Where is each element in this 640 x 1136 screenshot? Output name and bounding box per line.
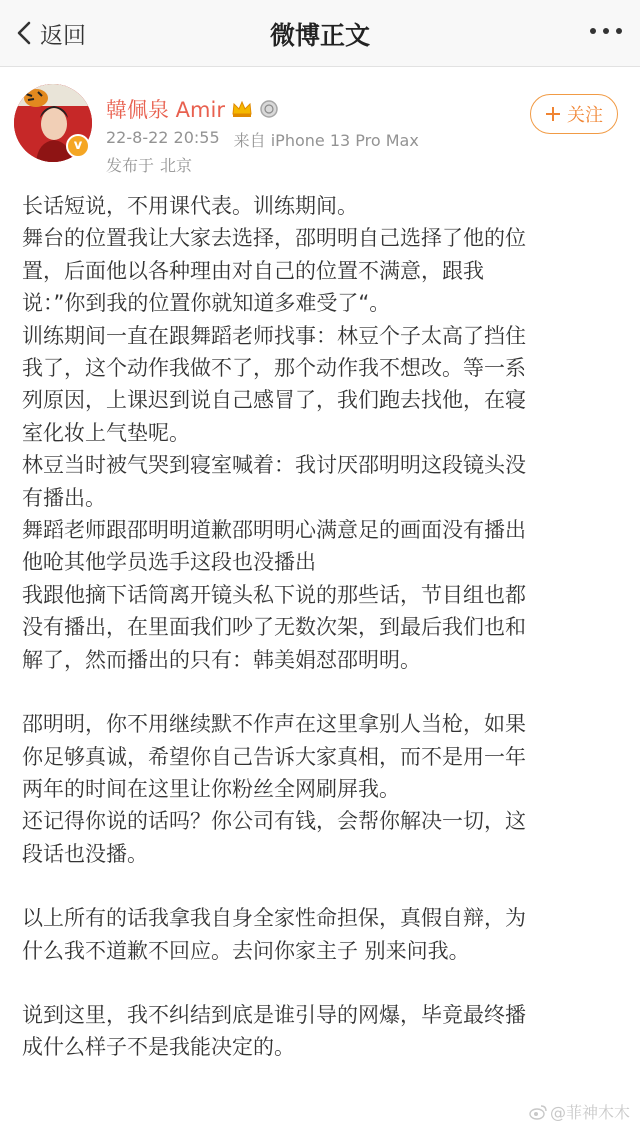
post-line: 我了，这个动作我做不了，那个动作我不想改。等一系 bbox=[22, 356, 526, 381]
crown-icon bbox=[231, 99, 253, 119]
post-line: 你足够真诚，希望你自己告诉大家真相，而不是用一年 bbox=[22, 744, 526, 769]
post-paragraph-1 bbox=[22, 190, 620, 676]
location-prefix: 发布于 bbox=[106, 156, 155, 175]
paragraph-gap bbox=[22, 870, 620, 902]
more-dot bbox=[603, 28, 609, 34]
follow-label: 关注 bbox=[567, 105, 603, 126]
post-line: 成什么样子不是我能决定的。 bbox=[22, 1035, 295, 1060]
post-meta bbox=[106, 128, 419, 151]
top-nav-bar bbox=[0, 0, 640, 67]
post-paragraph-2 bbox=[22, 708, 620, 870]
post-time: 22-8-22 20:55 bbox=[106, 128, 220, 147]
post-line: 列原因，上课迟到说自己感冒了，我们跑去找他，在寝 bbox=[22, 388, 526, 413]
username-text: 韓佩泉 Amir bbox=[106, 98, 225, 122]
paragraph-gap bbox=[22, 676, 620, 708]
more-dot bbox=[616, 28, 622, 34]
more-dots-icon bbox=[590, 28, 596, 34]
location-name: 北京 bbox=[160, 156, 193, 175]
post-paragraph-3 bbox=[22, 902, 620, 967]
post-line: 以上所有的话我拿我自身全家性命担保，真假自辩，为 bbox=[22, 906, 526, 931]
post-line: 没有播出，在里面我们吵了无数次架，到最后我们也和 bbox=[22, 615, 526, 640]
follow-button[interactable] bbox=[530, 94, 618, 134]
plus-icon bbox=[545, 106, 561, 122]
post-line: 他呛其他学员选手这段也没播出 bbox=[22, 550, 316, 575]
post-line: 舞台的位置我让大家去选择，邵明明自己选择了他的位 bbox=[22, 226, 526, 251]
post-source: 来自 iPhone 13 Pro Max bbox=[233, 131, 419, 150]
post-line: 有播出。 bbox=[22, 485, 106, 510]
watermark-text: @菲神木木 bbox=[549, 1103, 630, 1122]
post-line: 室化妆上气垫呢。 bbox=[22, 420, 190, 445]
post-line: 说：”你到我的位置你就知道多难受了“。 bbox=[22, 291, 391, 316]
weibo-logo-icon bbox=[529, 1104, 547, 1120]
post-line: 说到这里，我不纠结到底是谁引导的网爆，毕竟最终播 bbox=[22, 1002, 526, 1027]
username[interactable] bbox=[106, 94, 279, 124]
back-label: 返回 bbox=[40, 22, 86, 49]
verified-icon: v bbox=[66, 134, 90, 158]
post-body bbox=[22, 190, 620, 1064]
post-line: 置，后面他以各种理由对自己的位置不满意，跟我 bbox=[22, 258, 484, 283]
post-location bbox=[106, 153, 192, 176]
post-line: 什么我不道歉不回应。去问你家主子 别来问我。 bbox=[22, 938, 470, 963]
post-line: 训练期间一直在跟舞蹈老师找事：林豆个子太高了挡住 bbox=[22, 323, 526, 348]
post-line: 我跟他摘下话筒离开镜头私下说的那些话，节目组也都 bbox=[22, 582, 526, 607]
watermark bbox=[529, 1100, 630, 1123]
post-line: 段话也没播。 bbox=[22, 841, 148, 866]
post-line: 解了，然而播出的只有：韩美娟怼邵明明。 bbox=[22, 647, 421, 672]
post-line: 舞蹈老师跟邵明明道歉邵明明心满意足的画面没有播出 bbox=[22, 518, 526, 543]
medal-icon bbox=[259, 99, 279, 119]
paragraph-gap bbox=[22, 967, 620, 999]
post-paragraph-4 bbox=[22, 999, 620, 1064]
post-line: 林豆当时被气哭到寝室喊着：我讨厌邵明明这段镜头没 bbox=[22, 453, 526, 478]
post-line: 邵明明，你不用继续默不作声在这里拿别人当枪，如果 bbox=[22, 712, 526, 737]
more-options-button[interactable] bbox=[590, 28, 622, 34]
page-title: 微博正文 bbox=[269, 21, 370, 50]
post-line: 长话短说，不用课代表。训练期间。 bbox=[22, 194, 358, 218]
post-line: 还记得你说的话吗？你公司有钱，会帮你解决一切，这 bbox=[22, 809, 526, 834]
post-line: 两年的时间在这里让你粉丝全网刷屏我。 bbox=[22, 776, 400, 801]
